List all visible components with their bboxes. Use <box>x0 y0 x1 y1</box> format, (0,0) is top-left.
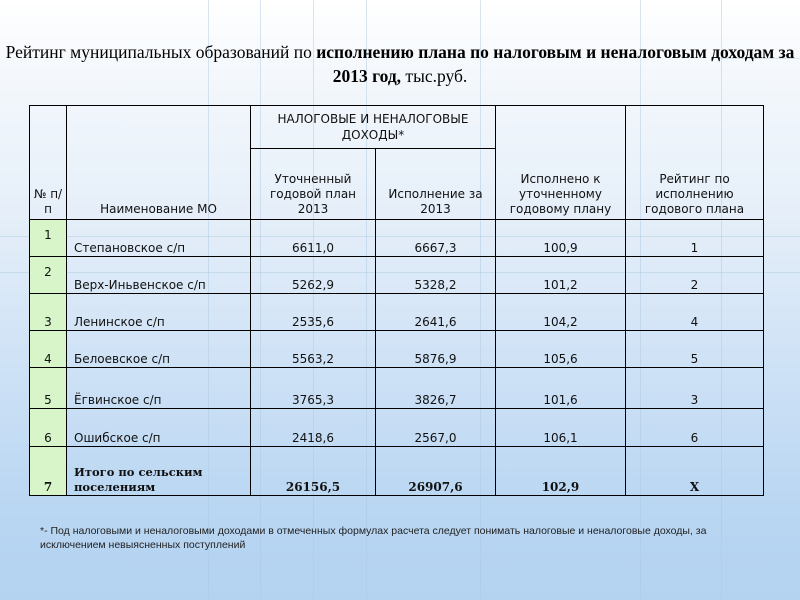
row-rating: 4 <box>626 294 764 331</box>
row-percent: 105,6 <box>496 331 626 368</box>
row-execution: 5876,9 <box>376 331 496 368</box>
row-rating: 6 <box>626 409 764 447</box>
table-row <box>30 368 764 409</box>
row-name: Ошибское с/п <box>67 409 251 447</box>
total-num: 7 <box>30 447 67 496</box>
row-execution: 6667,3 <box>376 220 496 257</box>
row-num: 5 <box>30 368 67 409</box>
row-rating: 1 <box>626 220 764 257</box>
header-plan: Уточненный годовой план 2013 <box>251 149 376 220</box>
row-execution: 2641,6 <box>376 294 496 331</box>
row-rating: 5 <box>626 331 764 368</box>
header-num: № п/п <box>30 106 67 220</box>
footnote: *- Под налоговыми и неналоговыми доходами в отмеченных формулах расчета следует понимать налоговые и неналоговые доходы, за исключением невыясненных поступлений <box>40 525 707 551</box>
total-execution: 26907,6 <box>376 447 496 496</box>
header-name: Наименование МО <box>67 106 251 220</box>
page-title <box>0 40 800 88</box>
table-row <box>30 331 764 368</box>
total-rating: X <box>626 447 764 496</box>
title-part2: исполнению плана по налоговым и неналоговым доходам за 2013 год, <box>316 42 795 86</box>
row-rating: 2 <box>626 257 764 294</box>
row-plan: 6611,0 <box>251 220 376 257</box>
row-plan: 2535,6 <box>251 294 376 331</box>
row-num: 6 <box>30 409 67 447</box>
row-execution: 5328,2 <box>376 257 496 294</box>
row-num: 1 <box>30 220 67 257</box>
row-percent: 100,9 <box>496 220 626 257</box>
row-percent: 106,1 <box>496 409 626 447</box>
row-name: Степановское с/п <box>67 220 251 257</box>
row-percent: 101,6 <box>496 368 626 409</box>
row-name: Ленинское с/п <box>67 294 251 331</box>
row-percent: 104,2 <box>496 294 626 331</box>
table-row <box>30 220 764 257</box>
header-execution: Исполнение за 2013 <box>376 149 496 220</box>
table-row <box>30 294 764 331</box>
total-percent: 102,9 <box>496 447 626 496</box>
row-rating: 3 <box>626 368 764 409</box>
row-num: 3 <box>30 294 67 331</box>
row-num: 4 <box>30 331 67 368</box>
table-row <box>30 409 764 447</box>
row-plan: 3765,3 <box>251 368 376 409</box>
header-rating: Рейтинг по исполнению годового плана <box>626 106 764 220</box>
total-plan: 26156,5 <box>251 447 376 496</box>
row-execution: 3826,7 <box>376 368 496 409</box>
header-group: НАЛОГОВЫЕ И НЕНАЛОГОВЫЕ ДОХОДЫ* <box>251 106 496 149</box>
row-plan: 5563,2 <box>251 331 376 368</box>
row-plan: 5262,9 <box>251 257 376 294</box>
row-name: Верх-Иньвенское с/п <box>67 257 251 294</box>
title-part3: тыс.руб. <box>401 66 468 86</box>
row-plan: 2418,6 <box>251 409 376 447</box>
header-row-1 <box>30 106 764 149</box>
total-row <box>30 447 764 496</box>
row-name: Ёгвинское с/п <box>67 368 251 409</box>
row-name: Белоевское с/п <box>67 331 251 368</box>
table-row <box>30 257 764 294</box>
total-name: Итого по сельским поселениям <box>67 447 251 496</box>
row-percent: 101,2 <box>496 257 626 294</box>
title-part1: Рейтинг муниципальных образований по <box>5 42 317 62</box>
row-num: 2 <box>30 257 67 294</box>
rating-table <box>29 105 764 496</box>
row-execution: 2567,0 <box>376 409 496 447</box>
header-percent: Исполнено к уточненному годовому плану <box>496 106 626 220</box>
